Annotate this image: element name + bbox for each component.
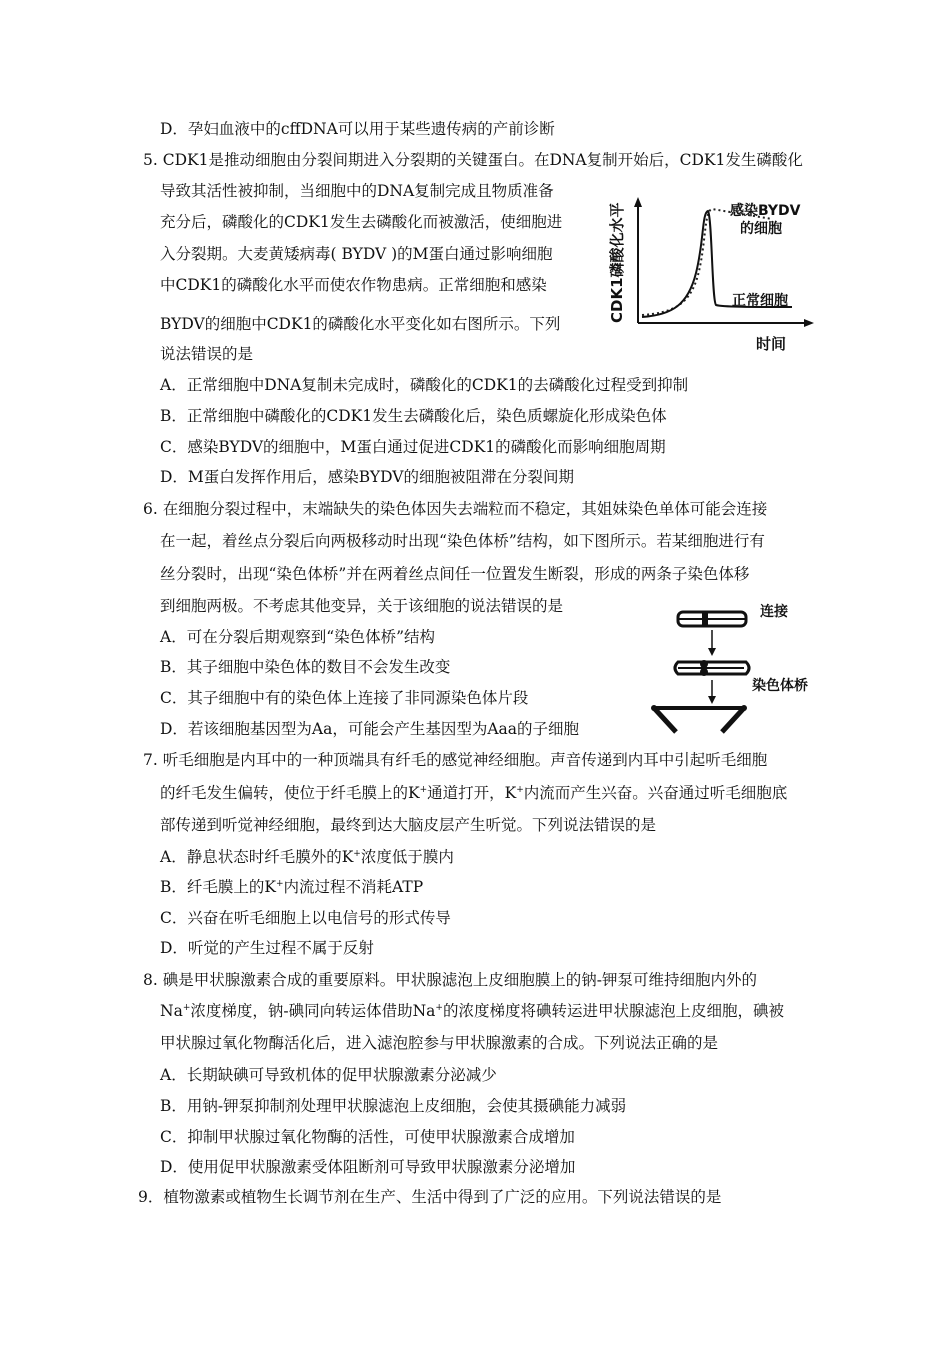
q5-stem-line-6: BYDV的细胞中CDK1的磷酸化水平变化如右图所示。下列	[160, 315, 561, 333]
arrow-down-2	[708, 680, 716, 704]
q5-stem-line-4: 入分裂期。大麦黄矮病毒( BYDV )的M蛋白通过影响细胞	[160, 245, 553, 263]
chart-x-label: 时间	[756, 335, 787, 353]
chromosome-bridge	[651, 705, 747, 732]
q9-stem-line-1: 9．植物激素或植物生长调节剂在生产、生活中得到了广泛的应用。下列说法错误的是	[138, 1188, 722, 1206]
q5-stem-line-3: 充分后，磷酸化的CDK1发生去磷酸化而被激活，使细胞进	[160, 213, 563, 231]
label-chromosome-bridge: 染色体桥	[752, 678, 808, 694]
q5-stem-line-5: 中CDK1的磷酸化水平而使农作物患病。正常细胞和感染	[160, 276, 547, 294]
q6-stem-line-3: 丝分裂时，出现“染色体桥”并在两着丝点间任一位置发生断裂，形成的两条子染色体移	[160, 565, 750, 583]
q5-option-a: A．正常细胞中DNA复制未完成时，磷酸化的CDK1的去磷酸化过程受到抑制	[160, 376, 689, 394]
q6-option-d: D．若该细胞基因型为Aa，可能会产生基因型为Aaa的子细胞	[160, 720, 580, 738]
q4-option-d: D．孕妇血液中的cffDNA可以用于某些遗传病的产前诊断	[160, 120, 555, 138]
legend-infected-line-2: 的细胞	[740, 221, 782, 237]
q7-stem-line-1: 7. 听毛细胞是内耳中的一种顶端具有纤毛的感觉神经细胞。声音传递到内耳中引起听毛细胞	[143, 751, 768, 769]
q8-option-b: B．用钠-钾泵抑制剂处理甲状腺滤泡上皮细胞，会使其摄碘能力减弱	[160, 1097, 627, 1115]
q8-stem-line-3: 甲状腺过氧化物酶活化后，进入滤泡腔参与甲状腺激素的合成。下列说法正确的是	[160, 1034, 719, 1052]
q8-stem-line-1: 8. 碘是甲状腺激素合成的重要原料。甲状腺滤泡上皮细胞膜上的钠-钾泵可维持细胞内外的	[143, 971, 757, 989]
q7-option-a: A．静息状态时纤毛膜外的K+浓度低于膜内	[160, 848, 454, 866]
q6-option-c: C．其子细胞中有的染色体上连接了非同源染色体片段	[160, 689, 529, 707]
chromosome-connected	[675, 660, 749, 676]
q6-stem-line-4: 到细胞两极。不考虑其他变异，关于该细胞的说法错误的是	[160, 597, 564, 615]
q5-option-b: B．正常细胞中磷酸化的CDK1发生去磷酸化后，染色质螺旋化形成染色体	[160, 407, 667, 425]
q5-stem-line-2: 导致其活性被抑制，当细胞中的DNA复制完成且物质准备	[160, 182, 554, 200]
q8-option-d: D．使用促甲状腺激素受体阻断剂可导致甲状腺激素分泌增加	[160, 1158, 576, 1176]
q6-option-a: A．可在分裂后期观察到“染色体桥”结构	[160, 628, 436, 646]
q5-option-c: C．感染BYDV的细胞中，M蛋白通过促进CDK1的磷酸化而影响细胞周期	[160, 438, 666, 456]
q5-option-d: D．M蛋白发挥作用后，感染BYDV的细胞被阻滞在分裂间期	[160, 468, 574, 486]
q5-stem-line-1: 5. CDK1是推动细胞由分裂间期进入分裂期的关键蛋白。在DNA复制开始后，CDK1发生磷酸化	[143, 151, 803, 169]
q8-stem-line-2: Na+浓度梯度，钠-碘同向转运体借助Na+的浓度梯度将碘转运进甲状腺滤泡上皮细胞，碘被	[160, 1002, 784, 1020]
chromosome-bridge-figure	[640, 598, 820, 738]
q8-option-a: A．长期缺碘可导致机体的促甲状腺激素分泌减少	[160, 1066, 497, 1084]
q7-stem-line-2: 的纤毛发生偏转，使位于纤毛膜上的K+通道打开，K+内流而产生兴奋。兴奋通过听毛细胞底	[160, 784, 788, 802]
y-axis	[634, 197, 642, 323]
legend-normal: 正常细胞	[732, 293, 788, 309]
x-axis	[638, 319, 814, 327]
cdk1-phosphorylation-chart	[590, 195, 825, 355]
q8-option-c: C．抑制甲状腺过氧化物酶的活性，可使甲状腺激素合成增加	[160, 1128, 575, 1146]
q6-stem-line-1: 6. 在细胞分裂过程中，末端缺失的染色体因失去端粒而不稳定，其姐妹染色单体可能会连接	[143, 500, 768, 518]
q7-stem-line-3: 部传递到听觉神经细胞，最终到达大脑皮层产生听觉。下列说法错误的是	[160, 816, 657, 834]
q5-stem-line-7: 说法错误的是	[160, 345, 254, 363]
q7-option-c: C．兴奋在听毛细胞上以电信号的形式传导	[160, 909, 451, 927]
q7-option-d: D．听觉的产生过程不属于反射	[160, 939, 374, 957]
chart-y-label: CDK1磷酸化水平	[608, 202, 626, 323]
chromosome-before	[678, 612, 746, 626]
label-connect: 连接	[760, 604, 788, 620]
q6-option-b: B．其子细胞中染色体的数目不会发生改变	[160, 658, 451, 676]
q6-stem-line-2: 在一起，着丝点分裂后向两极移动时出现“染色体桥”结构，如下图所示。若某细胞进行有	[160, 532, 765, 550]
legend-infected-line-1: 感染BYDV	[730, 203, 801, 219]
arrow-down-1	[708, 630, 716, 656]
q7-option-b: B．纤毛膜上的K+内流过程不消耗ATP	[160, 878, 424, 896]
